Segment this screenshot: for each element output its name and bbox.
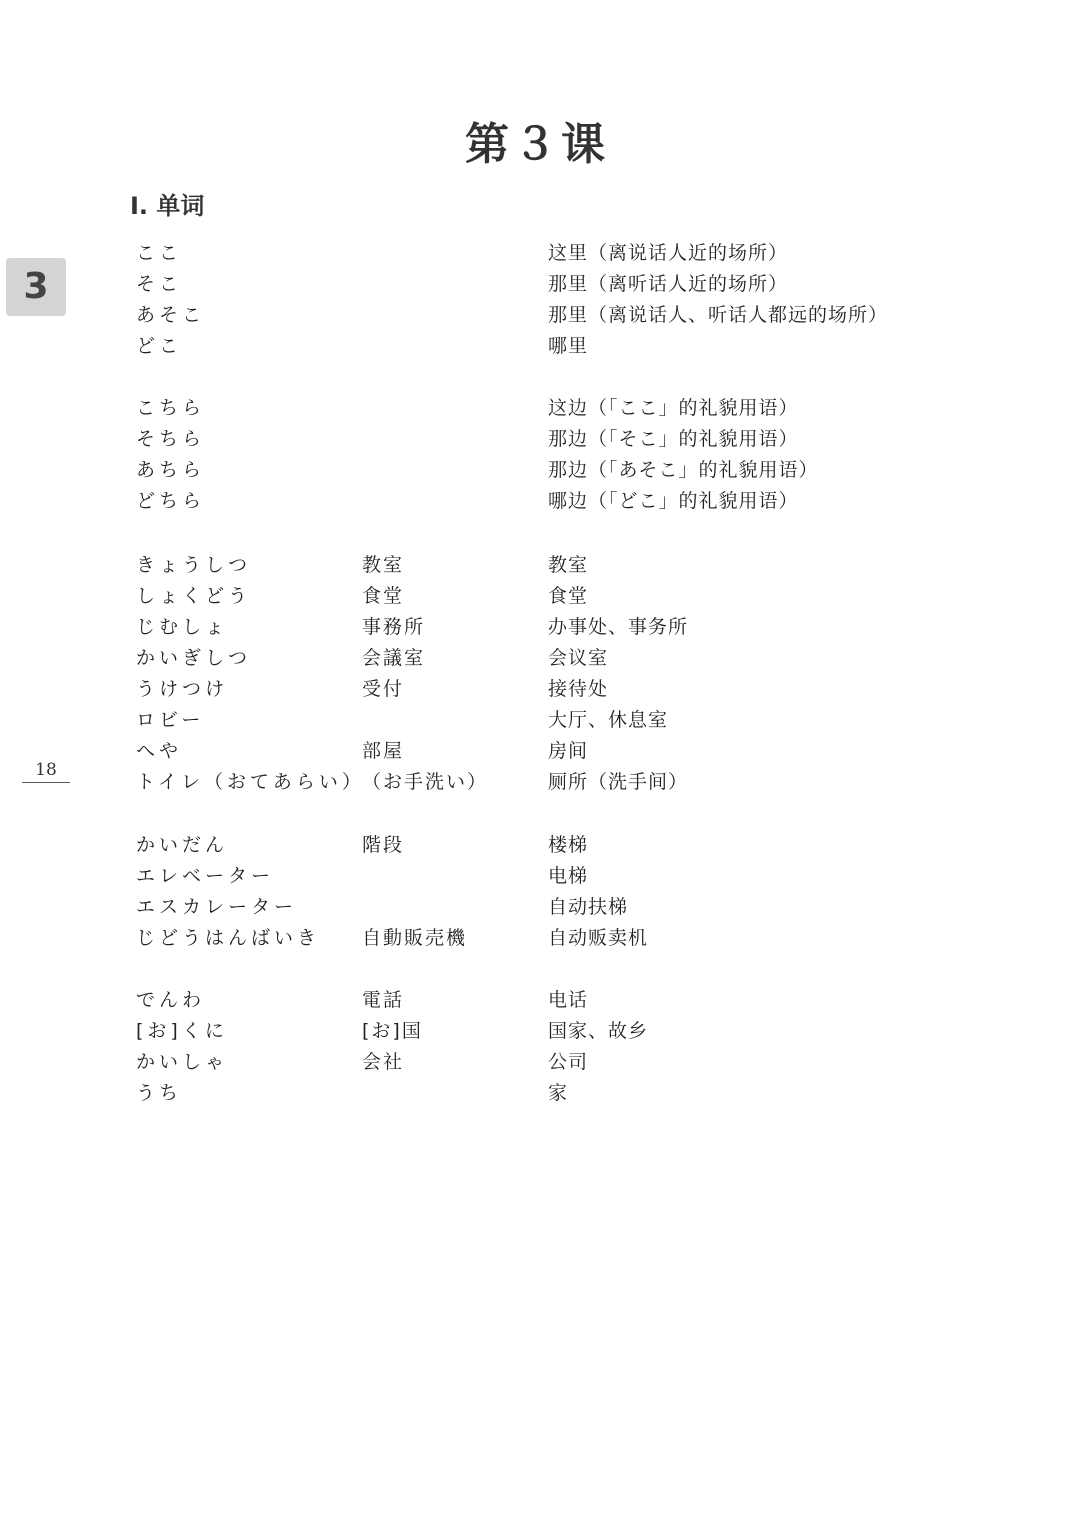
vocab-kana: かいだん: [136, 834, 229, 856]
vocab-meaning: 自动扶梯: [548, 896, 629, 918]
vocab-meaning: 这边（「ここ」的礼貌用语）: [548, 397, 799, 419]
vocab-meaning: 国家、故乡: [548, 1020, 649, 1042]
vocab-kanji: 自動販売機: [362, 927, 468, 949]
vocab-meaning: 那边（「そこ」的礼貌用语）: [548, 428, 799, 450]
vocab-row: [0, 331, 1074, 359]
vocab-meaning: 哪里: [548, 335, 589, 357]
vocab-kana: こちら: [136, 397, 206, 419]
vocab-kanji: [お]国: [362, 1020, 423, 1042]
vocab-kanji: 階段: [362, 834, 405, 856]
vocab-kana: きょうしつ: [136, 554, 252, 576]
vocab-row: [0, 736, 1074, 764]
vocab-kanji: （お手洗い）: [362, 771, 489, 793]
vocab-meaning: 电梯: [548, 865, 589, 887]
vocab-kana: [お]くに: [136, 1020, 228, 1042]
vocab-row: [0, 1016, 1074, 1044]
vocab-kanji: 会社: [362, 1051, 405, 1073]
vocab-meaning: 会议室: [548, 647, 609, 669]
vocab-kanji: 部屋: [362, 740, 405, 762]
vocab-row: [0, 581, 1074, 609]
vocab-row: [0, 238, 1074, 266]
vocab-row: [0, 767, 1074, 795]
vocab-kana: じどうはんばいき: [136, 927, 321, 949]
vocab-row: [0, 892, 1074, 920]
vocab-kana: じむしょ: [136, 616, 229, 638]
vocab-row: [0, 923, 1074, 951]
vocab-row: [0, 861, 1074, 889]
vocab-row: [0, 1047, 1074, 1075]
vocab-kana: ロビー: [136, 709, 205, 731]
vocab-meaning: 家: [548, 1082, 569, 1104]
vocab-row: [0, 1078, 1074, 1106]
section-heading: I. 单词: [130, 192, 205, 220]
vocab-meaning: 电话: [548, 989, 589, 1011]
vocab-row: [0, 455, 1074, 483]
vocab-row: [0, 985, 1074, 1013]
vocab-kanji: 電話: [362, 989, 405, 1011]
vocab-row: [0, 393, 1074, 421]
vocab-meaning: 食堂: [548, 585, 589, 607]
vocab-kana: あちら: [136, 459, 206, 481]
vocab-kana: かいしゃ: [136, 1051, 229, 1073]
vocab-row: [0, 643, 1074, 671]
vocab-row: [0, 705, 1074, 733]
vocab-meaning: 接待处: [548, 678, 609, 700]
vocab-kana: しょくどう: [136, 585, 252, 607]
vocab-meaning: 那里（离说话人、听话人都远的场所）: [548, 304, 889, 326]
vocab-kana: エレベーター: [136, 865, 275, 887]
vocab-kana: どちら: [136, 490, 206, 512]
vocab-meaning: 办事处、事务所: [548, 616, 689, 638]
vocab-meaning: 那里（离听话人近的场所）: [548, 273, 789, 295]
vocab-kana: トイレ（おてあらい）: [136, 771, 365, 793]
vocab-row: [0, 486, 1074, 514]
vocab-kanji: 教室: [362, 554, 405, 576]
vocab-kana: うち: [136, 1082, 183, 1104]
vocab-row: [0, 424, 1074, 452]
vocab-meaning: 大厅、休息室: [548, 709, 669, 731]
vocab-kana: ここ: [136, 242, 183, 264]
vocab-row: [0, 674, 1074, 702]
vocab-kana: へや: [136, 740, 183, 762]
vocab-row: [0, 830, 1074, 858]
vocab-kana: そこ: [136, 273, 183, 295]
vocab-kana: でんわ: [136, 989, 206, 1011]
vocab-meaning: 那边（「あそこ」的礼貌用语）: [548, 459, 819, 481]
page-number: 18: [22, 760, 70, 783]
vocab-meaning: 楼梯: [548, 834, 589, 856]
vocab-row: [0, 612, 1074, 640]
vocab-kana: そちら: [136, 428, 206, 450]
vocab-kana: エスカレーター: [136, 896, 298, 918]
vocab-meaning: 房间: [548, 740, 589, 762]
vocab-kanji: 食堂: [362, 585, 405, 607]
vocab-kanji: 会議室: [362, 647, 426, 669]
vocab-kana: うけつけ: [136, 678, 229, 700]
vocab-kana: どこ: [136, 335, 183, 357]
vocab-row: [0, 550, 1074, 578]
vocab-meaning: 自动贩卖机: [548, 927, 649, 949]
vocab-meaning: 这里（离说话人近的场所）: [548, 242, 789, 264]
vocab-meaning: 厕所（洗手间）: [548, 771, 689, 793]
lesson-title: 第３课: [465, 119, 609, 170]
vocab-meaning: 哪边（「どこ」的礼貌用语）: [548, 490, 799, 512]
vocab-kanji: 受付: [362, 678, 405, 700]
vocab-row: [0, 300, 1074, 328]
vocab-kanji: 事務所: [362, 616, 426, 638]
vocab-kana: あそこ: [136, 304, 206, 326]
vocab-kana: かいぎしつ: [136, 647, 252, 669]
vocab-row: [0, 269, 1074, 297]
vocab-meaning: 教室: [548, 554, 589, 576]
chapter-tab: 3: [6, 258, 66, 316]
vocab-meaning: 公司: [548, 1051, 589, 1073]
